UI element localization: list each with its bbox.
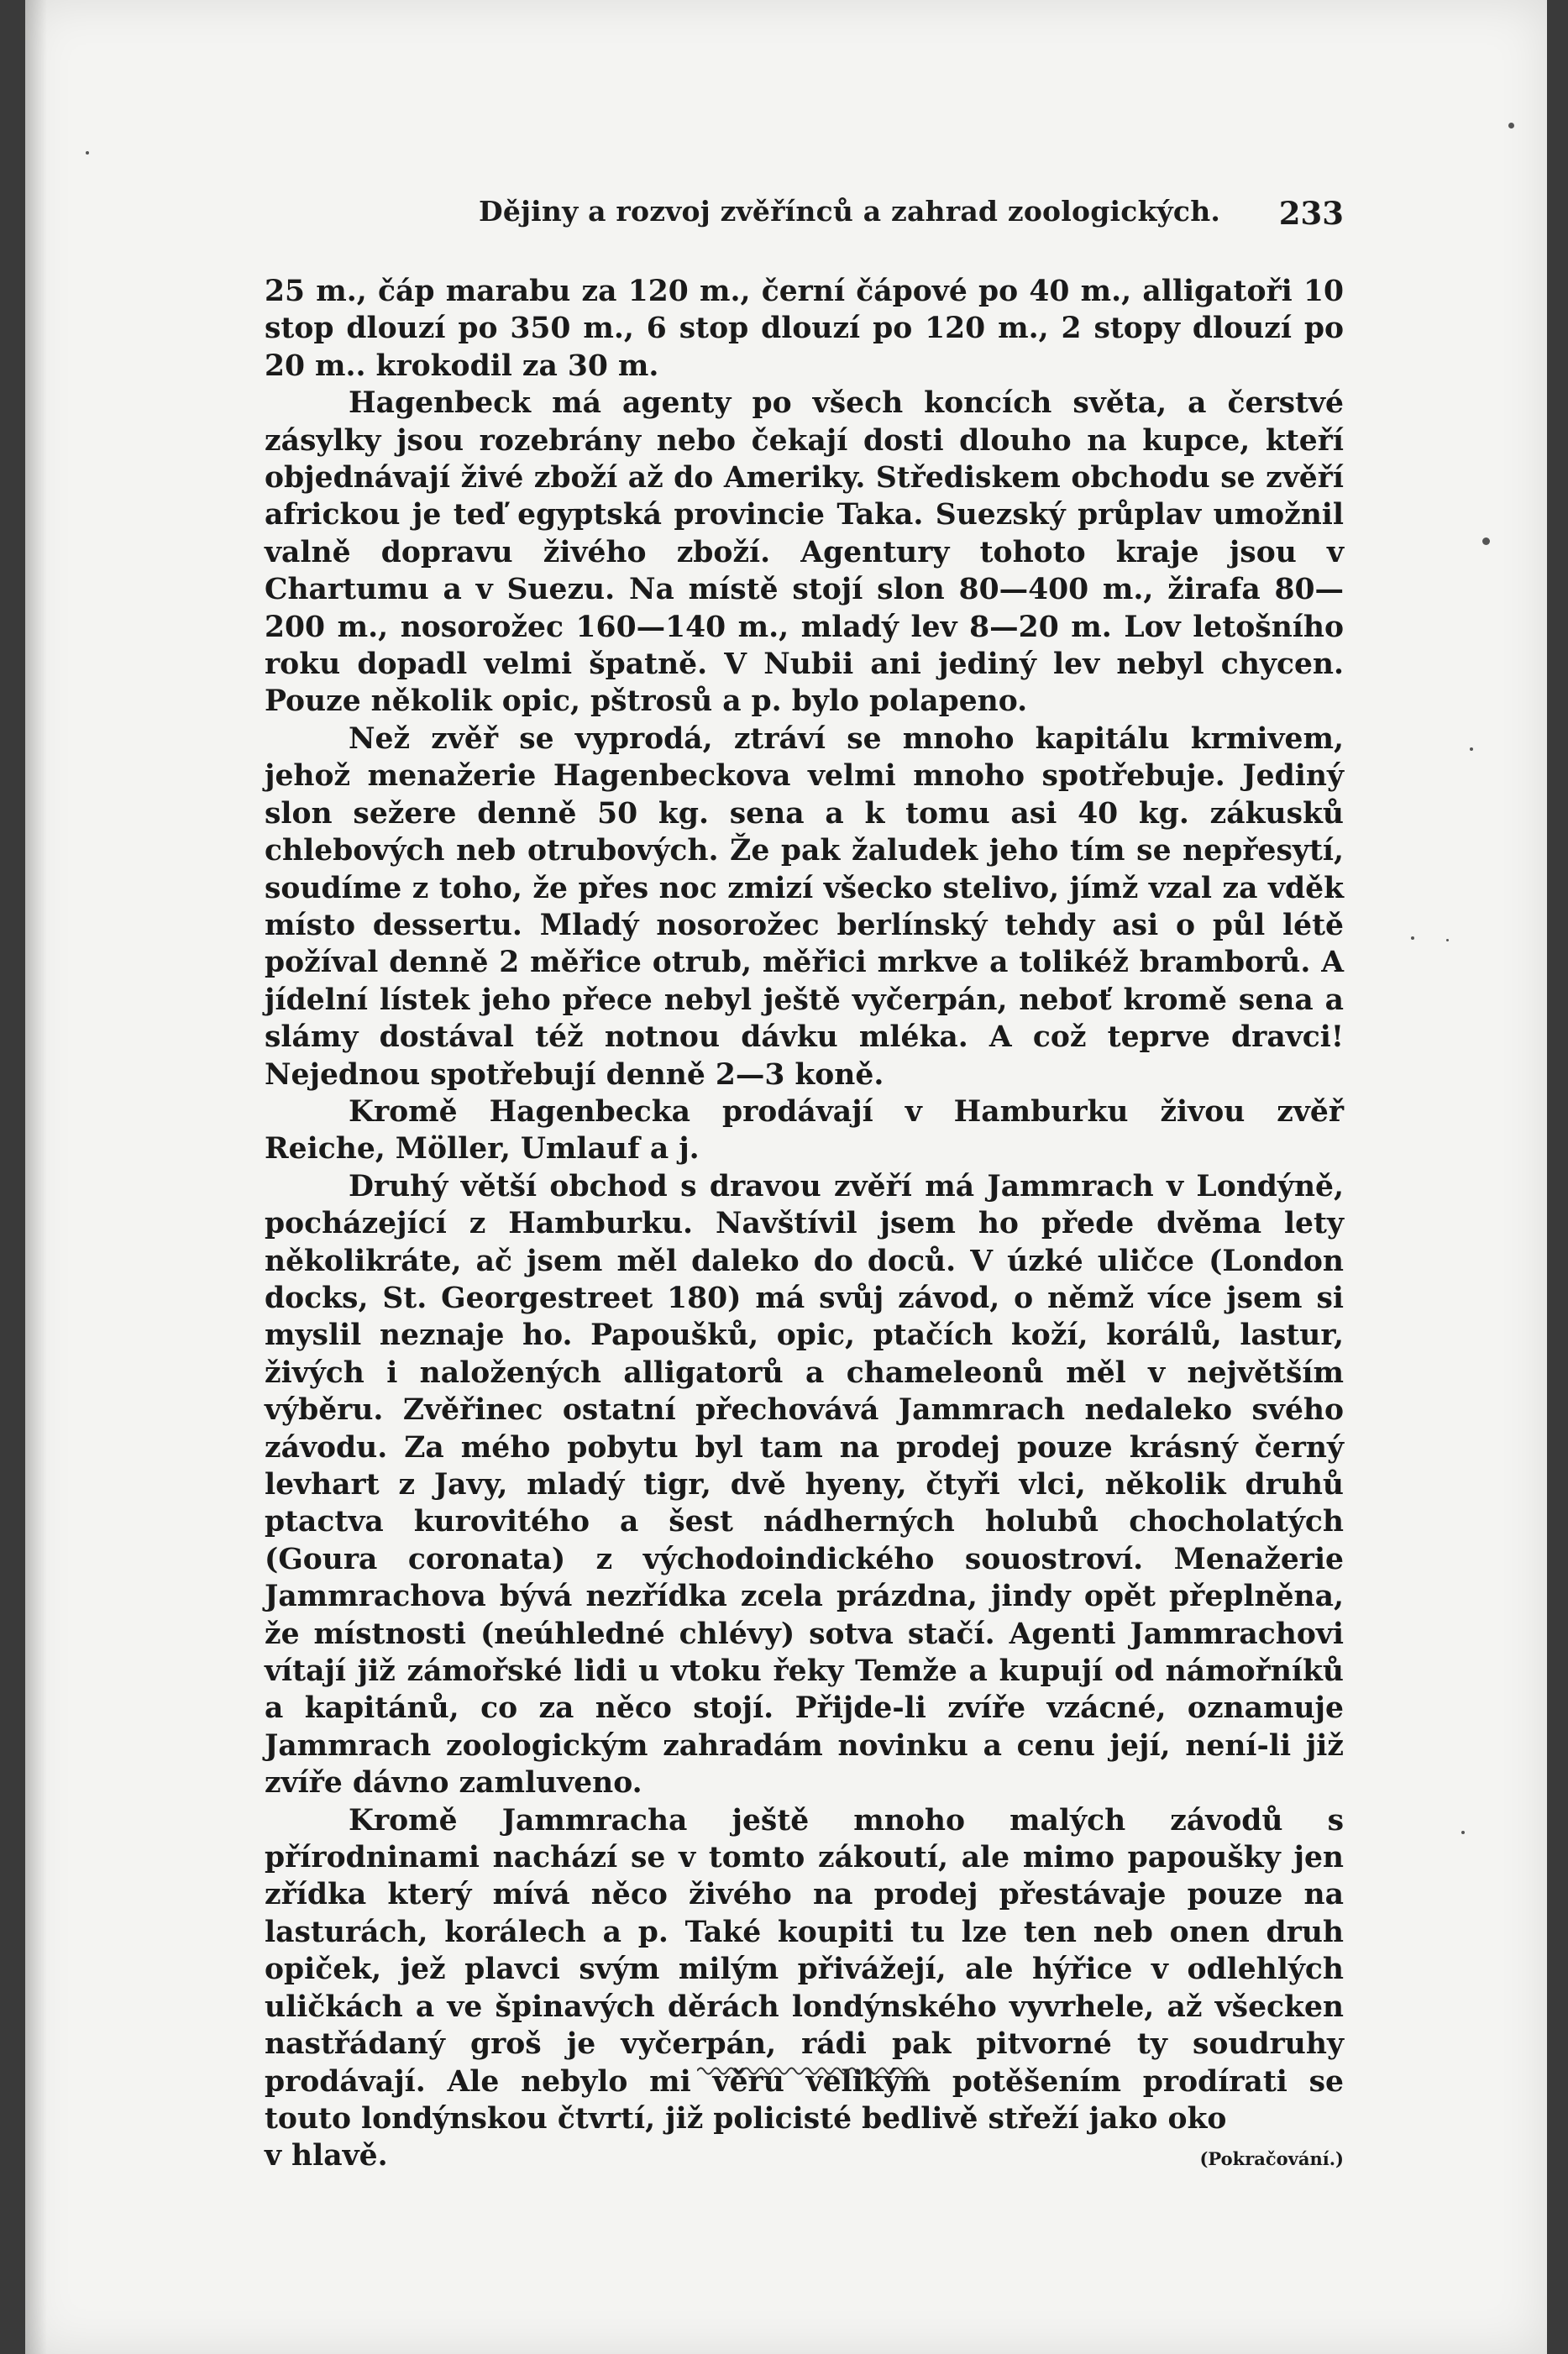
ink-speck xyxy=(1461,1831,1465,1834)
paragraph-6: Kromě Jammracha ještě mnoho malých závodů s přírodninami nachází se v tomto zákoutí, ale mimo papoušky jen zřídka který mívá něco živého na prodej přestávaje pouze na lasturách, korálech a p. Také koupiti tu lze ten neb onen druh opiček, jež plavci svým milým přivážejí, ale hýřice v odlehlých uličkách a ve špinavých děrách londýnského vyvrhele, až všecken nastřádaný groš je vyčerpán, rádi pak pitvorné ty soudruhy prodávají. Ale nebylo mi věru velikým potěšením prodírati se touto londýnskou čtvrtí, již policisté bedlivě střeží jako oko xyxy=(265,1803,1344,2136)
page-header xyxy=(244,195,1344,245)
wavy-divider-ornament xyxy=(697,2063,924,2079)
ink-speck xyxy=(1411,936,1414,940)
continued-note: (Pokračování.) xyxy=(1199,2148,1344,2170)
ink-speck xyxy=(1470,747,1473,751)
paragraph-4: Kromě Hagenbecka prodávají v Hamburku živou zvěř Reiche, Möller, Umlauf a j. xyxy=(265,1094,1344,1167)
ink-speck xyxy=(1482,537,1490,545)
paragraph-3: Než zvěř se vyprodá, ztráví se mnoho kapitálu krmivem, jehož menažerie Hagenbeckova velmi mnoho spotřebuje. Jediný slon sežere denně 50 kg. sena a k tomu asi 40 kg. zákusků chlebových neb otrubových. Že pak žaludek jeho tím se nepřesytí, soudíme z toho, že přes noc zmizí všecko stelivo, jímž vzal za vděk místo dessertu. Mladý nosorožec berlínský tehdy asi o půl létě požíval denně 2 měřice otrub, měřici mrkve a tolikéž bramborů. A jídelní lístek jeho přece nebyl ještě vyčerpán, neboť kromě sena a slámy dostával též notnou dávku mléka. A což teprve dravci! Nejednou spotřebují denně 2—3 koně. xyxy=(265,721,1344,1092)
paragraph-2: Hagenbeck má agenty po všech koncích světa, a čerstvé zásylky jsou rozebrány nebo čekají dosti dlouho na kupce, kteří objednávají živé zboží až do Ameriky. Střediskem obchodu se zvěří africkou je teď egyptská provincie Taka. Suezský průplav umožnil valně dopravu živého zboží. Agentury tohoto kraje jsou v Chartumu a v Suezu. Na místě stojí slon 80—400 m., žirafa 80—200 m., nosorožec 160—140 m., mladý lev 8—20 m. Lov letošního roku dopadl velmi špatně. V Nubii ani jediný lev nebyl chycen. Pouze několik opic, pštrosů a p. bylo polapeno. xyxy=(265,386,1344,719)
article-body xyxy=(265,273,1344,2178)
paragraph-5: Druhý větší obchod s dravou zvěří má Jammrach v Londýně, pocházející z Hamburku. Navštívil jsem ho přede dvěma lety několikráte, ač jsem měl daleko do doců. V úzké uličce (London docks, St. Georgestreet 180) má svůj závod, o němž více jsem si myslil neznaje ho. Papoušků, opic, ptačích koží, korálů, lastur, živých i naložených alligatorů a chameleonů měl v největším výběru. Zvěřinec ostatní přechovává Jammrach nedaleko svého závodu. Za mého pobytu byl tam na prodej pouze krásný černý levhart z Javy, mladý tigr, dvě hyeny, čtyři vlci, několik druhů ptactva kurovitého a šest nádherných holubů chocholatých (Goura coronata) z východoindického souostroví. Menažerie Jammrachova bývá nezřídka zcela prázdna, jindy opět přeplněna, že místnosti (neúhledné chlévy) sotva stačí. Agenti Jammrachovi vítají již zámořské lidi u vtoku řeky Temže a kupují od námořníků a kapitánů, co za něco stojí. Přijde-li zvíře vzácné, oznamuje Jammrach zoologickým zahradám novinku a cenu její, není-li již zvíře dávno zamluveno. xyxy=(265,1169,1344,1801)
ink-speck xyxy=(1446,939,1449,941)
book-page xyxy=(25,0,1547,2354)
closing-text: v hlavě. xyxy=(265,2139,388,2173)
page-number: 233 xyxy=(1278,195,1344,232)
paragraph-1: 25 m., čáp marabu za 120 m., černí čápové po 40 m., alligatoři 10 stop dlouzí po 350 m., 6 stop dlouzí po 120 m., 2 stopy dlouzí po 20 m.. krokodil za 30 m. xyxy=(265,275,1344,383)
running-title: Dějiny a rozvoj zvěřínců a zahrad zoologických. xyxy=(479,195,1221,228)
ink-speck xyxy=(86,151,89,155)
ink-speck xyxy=(1508,123,1514,128)
closing-line xyxy=(265,2137,1344,2178)
